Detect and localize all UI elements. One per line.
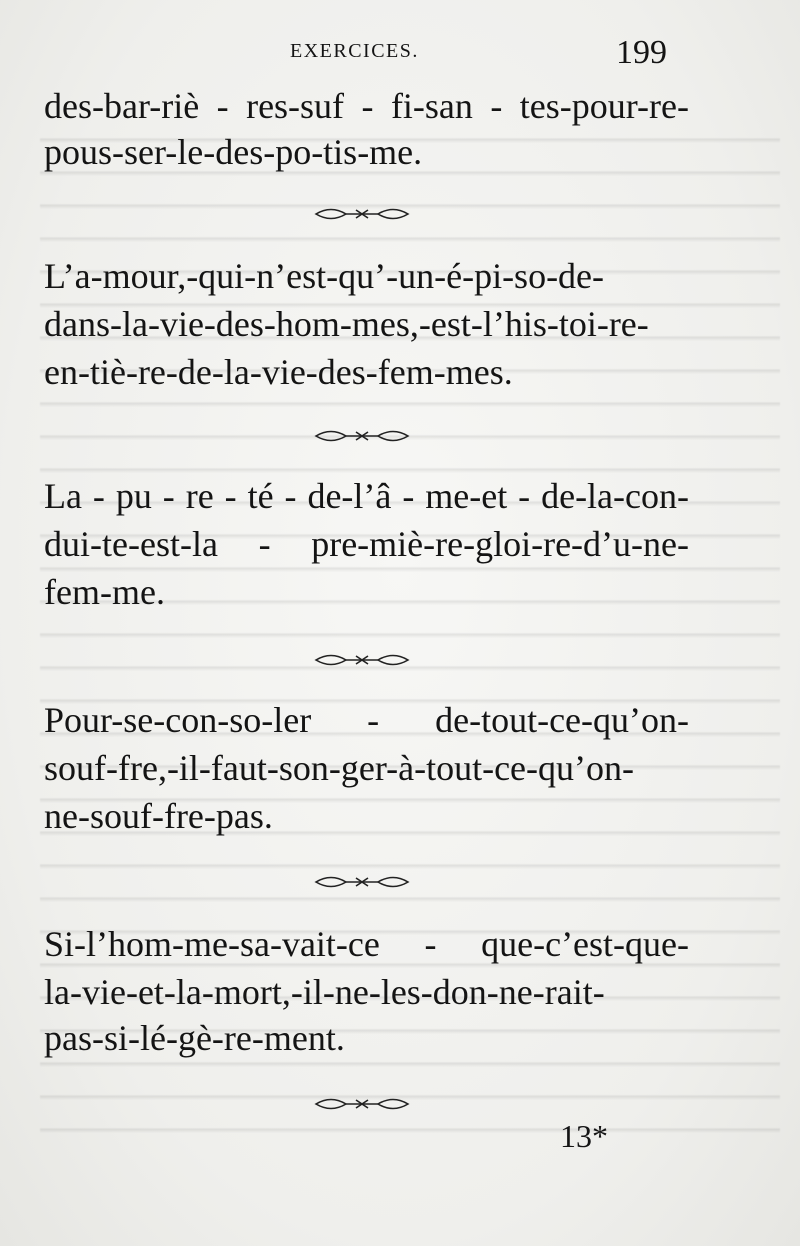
text-line: dui-te-est-la - pre-miè-re-gloi-re-d’u-ne-	[44, 524, 689, 564]
page-number: 199	[616, 34, 667, 71]
text-line: pous-ser-le-des-po-tis-me.	[44, 132, 423, 172]
ornamental-divider-icon	[312, 206, 412, 222]
text-line: Pour-se-con-so-ler - de-tout-ce-qu’on-	[44, 700, 689, 740]
text-line: fem-me.	[44, 572, 165, 612]
text-line: pas-si-lé-gè-re-ment.	[44, 1018, 345, 1058]
text-line: en-tiè-re-de-la-vie-des-fem-mes.	[44, 352, 513, 392]
ornamental-divider-icon	[312, 874, 412, 890]
text-line: des-bar-riè - res-suf - fi-san - tes-pour-re-	[44, 86, 689, 126]
text-line: ne-souf-fre-pas.	[44, 796, 273, 836]
ornamental-divider-icon	[312, 1096, 412, 1112]
text-line: dans-la-vie-des-hom-mes,-est-l’his-toi-re-	[44, 304, 649, 344]
running-head-title: EXERCICES.	[290, 40, 419, 62]
text-line: Si-l’hom-me-sa-vait-ce - que-c’est-que-	[44, 924, 689, 964]
running-head	[0, 34, 800, 71]
ornamental-divider-icon	[312, 428, 412, 444]
text-line: La - pu - re - té - de-l’â - me-et - de-la-con-	[44, 476, 689, 516]
text-line: L’a-mour,-qui-n’est-qu’-un-é-pi-so-de-	[44, 256, 605, 296]
text-line: la-vie-et-la-mort,-il-ne-les-don-ne-rait-	[44, 972, 605, 1012]
ornamental-divider-icon	[312, 652, 412, 668]
signature-mark: 13*	[560, 1118, 608, 1154]
text-line: souf-fre,-il-faut-son-ger-à-tout-ce-qu’on-	[44, 748, 634, 788]
